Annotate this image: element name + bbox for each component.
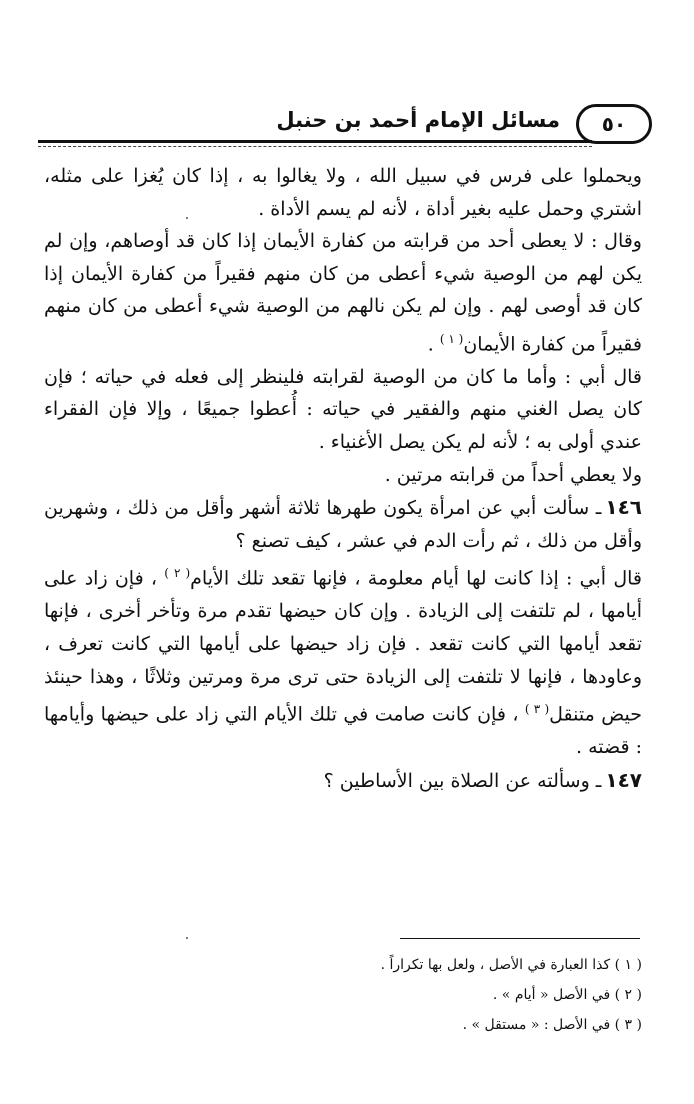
header-rule-dashed bbox=[38, 146, 592, 147]
paragraph-text: وقال : لا يعطى أحد من قرابته من كفارة الأيمان إذا كان قد أوصاهم، وإن لم يكن لهم من الوصية شيء أعطى من كان منهم فقيراً من كفارة الأيمان إذا كان قد أوصى لهم . وإن لم يكن نالهم من الوصية شيء أعطى من كان منهم فقيراً من كفارة الأيمان bbox=[44, 230, 642, 356]
page-number: ٥٠ bbox=[601, 112, 627, 136]
paragraph: قال أبي : وأما ما كان من الوصية لقرابته فلينظر إلى فعله في حياته ؛ فإن كان يصل الغني منهم والفقير في حياته : أُعطوا جميعًا ، وإلا فإن الفقراء عندي أولى به ؛ لأنه لم يكن يصل الأغنياء . bbox=[44, 365, 643, 454]
page-number-badge bbox=[576, 104, 652, 144]
footnote: ( ٢ ) في الأصل « أيام » . bbox=[492, 987, 642, 1003]
answer-text: ، فإن كانت صامت في تلك الأيام التي زاد على حيضها وأيامها : قضته . bbox=[44, 703, 642, 759]
question-number: ١٤٧ bbox=[605, 767, 642, 792]
main-text bbox=[44, 160, 642, 797]
answer-text: قال أبي : إذا كانت لها أيام معلومة ، فإنها تقعد تلك الأيام bbox=[190, 567, 642, 590]
footnote-ref[interactable]: ( ١ ) bbox=[439, 331, 464, 346]
paragraph-end: . bbox=[427, 333, 440, 356]
footnote: ( ١ ) كذا العبارة في الأصل ، ولعل بها تكراراً . bbox=[380, 957, 642, 973]
question-147 bbox=[44, 764, 642, 798]
footnote-separator bbox=[400, 938, 640, 939]
question-text: ـ وسألته عن الصلاة بين الأساطين ؟ bbox=[323, 769, 602, 792]
page-header bbox=[38, 102, 652, 154]
footnotes bbox=[44, 950, 642, 1040]
question-146 bbox=[44, 491, 642, 557]
paragraph: ويحملوا على فرس في سبيل الله ، ولا يغالوا به ، إذا كان يُغزا على مثله، اشتري وحمل عليه بغير أداة ، لأنه لم يسم الأداة . bbox=[44, 165, 642, 220]
footnote-ref[interactable]: ( ٣ ) bbox=[524, 702, 550, 717]
paragraph bbox=[44, 225, 642, 361]
answer-146 bbox=[44, 557, 642, 763]
question-text: ـ سألت أبي عن امرأة يكون طهرها ثلاثة أشهر وأقل من ذلك ، وشهرين وأقل من ذلك ، ثم رأت الدم في عشر ، كيف تصنع ؟ bbox=[44, 497, 642, 552]
speck bbox=[186, 937, 188, 939]
header-rule bbox=[38, 140, 592, 143]
footnote: ( ٣ ) في الأصل : « مستقل » . bbox=[462, 1017, 642, 1033]
paragraph: ولا يعطي أحداً من قرابته مرتين . bbox=[384, 463, 642, 486]
answer-text: ، فإن زاد على أيامها ، لم تلتفت إلى الزيادة . وإن كان حيضها تقدم مرة وتأخر أخرى ، فإنها تقعد أيامها التي كانت تقعد . فإن زاد حيضها على أيامها التي كانت تعرف ، وعاودها ، فإنها لا تلتفت إلى الزيادة حتى ترى مرة ومرتين وثلاثًا ، وهذا حينئذ حيض متنقل bbox=[44, 567, 642, 726]
running-title: مسائل الإمام أحمد بن حنبل bbox=[276, 108, 560, 132]
question-number: ١٤٦ bbox=[605, 495, 642, 520]
speck bbox=[186, 217, 188, 219]
footnote-ref[interactable]: ( ٢ ) bbox=[164, 566, 191, 581]
